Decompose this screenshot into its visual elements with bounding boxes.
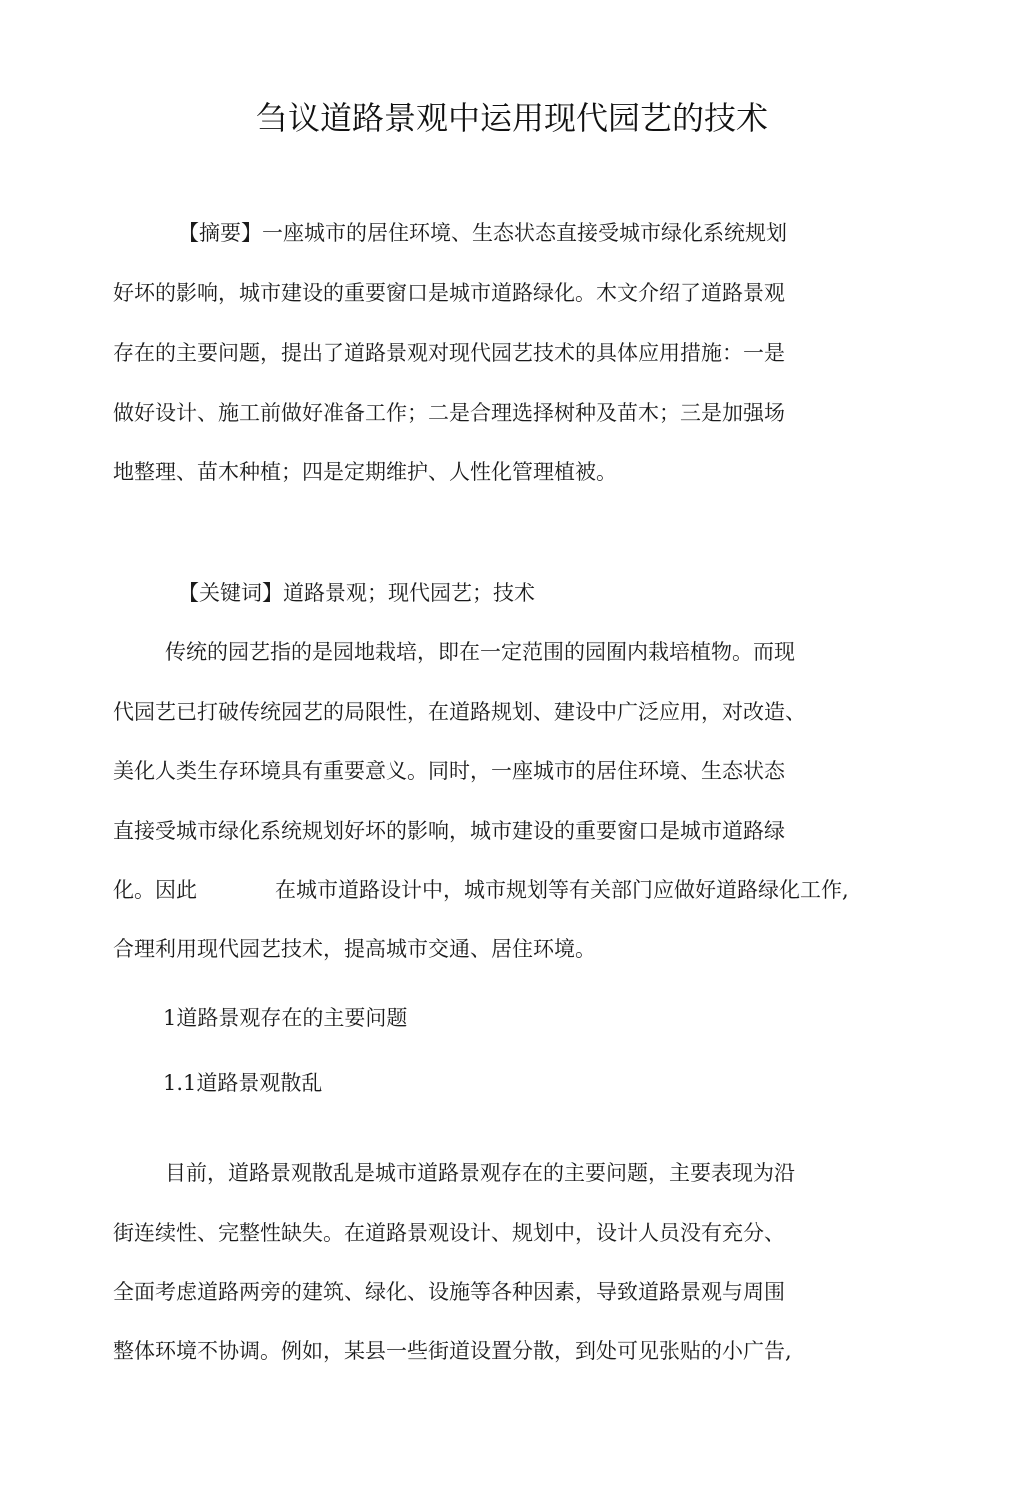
abstract-line: 【摘要】一座城市的居住环境、生态状态直接受城市绿化系统规划: [178, 221, 787, 245]
intro-paragraph-line: 合理利用现代园艺技术，提高城市交通、居住环境。: [113, 937, 596, 961]
intro-paragraph-line: 代园艺已打破传统园艺的局限性，在道路规划、建设中广泛应用，对改造、: [113, 700, 806, 724]
abstract-line: 存在的主要问题，提出了道路景观对现代园艺技术的具体应用措施：一是: [113, 341, 785, 365]
document-title: 刍议道路景观中运用现代园艺的技术: [255, 99, 768, 137]
body-paragraph-line: 全面考虑道路两旁的建筑、绿化、设施等各种因素，导致道路景观与周围: [113, 1280, 785, 1304]
section-heading-1-1: 1.1道路景观散乱: [163, 1071, 323, 1095]
abstract-line: 做好设计、施工前做好准备工作；二是合理选择树种及苗木；三是加强场: [113, 401, 785, 425]
abstract-line: 好坏的影响，城市建设的重要窗口是城市道路绿化。木文介绍了道路景观: [113, 281, 785, 305]
abstract-line: 地整理、苗木种植；四是定期维护、人性化管理植被。: [113, 460, 617, 484]
intro-paragraph-line: [113, 875, 849, 905]
section-heading-1: 1道路景观存在的主要问题: [163, 1006, 408, 1030]
intro-paragraph-line: 传统的园艺指的是园地栽培，即在一定范围的园囿内栽培植物。而现: [165, 640, 795, 664]
intro-line-part-a: 化。因此: [113, 878, 197, 902]
intro-paragraph-line: 美化人类生存环境具有重要意义。同时，一座城市的居住环境、生态状态: [113, 759, 785, 783]
body-paragraph-line: 街连续性、完整性缺失。在道路景观设计、规划中，设计人员没有充分、: [113, 1221, 785, 1245]
intro-paragraph-line: 直接受城市绿化系统规划好坏的影响，城市建设的重要窗口是城市道路绿: [113, 819, 785, 843]
body-paragraph-line: 整体环境不协调。例如，某县一些街道设置分散，到处可见张贴的小广告,: [113, 1339, 792, 1363]
keywords-line: 【关键词】道路景观；现代园艺；技术: [178, 581, 535, 605]
body-paragraph-line: 目前，道路景观散乱是城市道路景观存在的主要问题，主要表现为沿: [165, 1161, 795, 1185]
intro-line-part-b: 在城市道路设计中，城市规划等有关部门应做好道路绿化工作,: [275, 878, 849, 902]
